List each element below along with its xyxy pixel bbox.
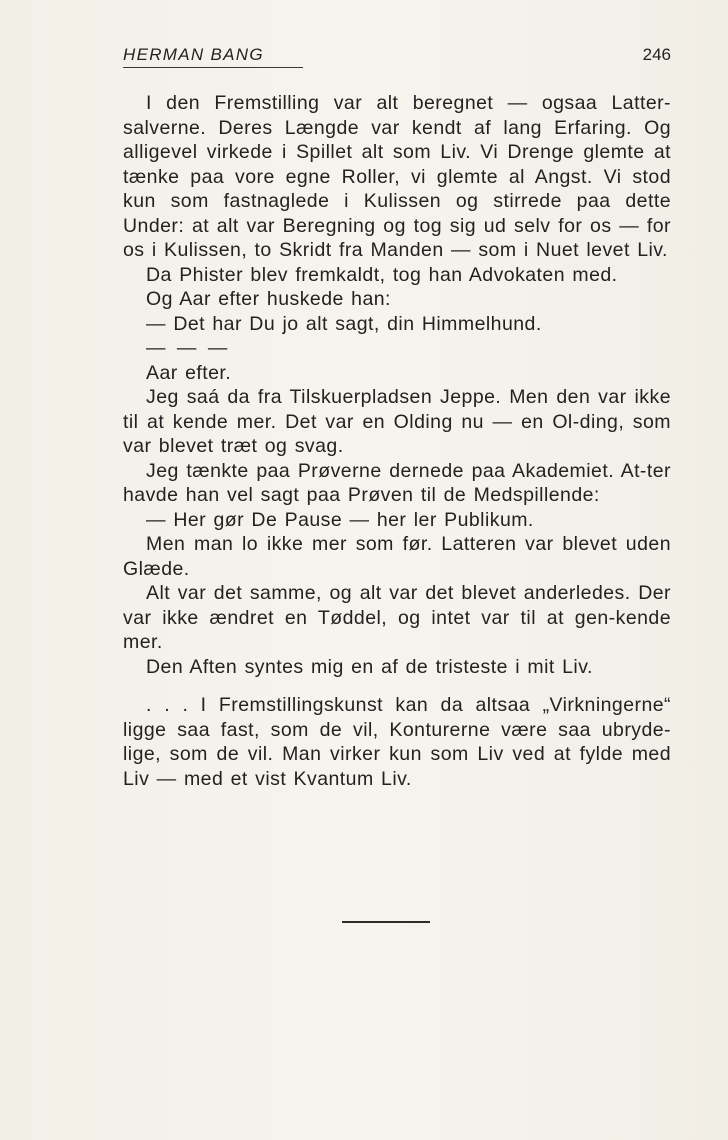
header-underline [123, 67, 303, 68]
body-text [123, 91, 671, 791]
paragraph: Da Phister blev fremkaldt, tog han Advokaten med. [146, 263, 618, 286]
paragraph: Den Aften syntes mig en af de tristeste i mit Liv. [146, 655, 593, 678]
dialogue-line: — Det har Du jo alt sagt, din Himmelhund. [146, 312, 542, 335]
paragraph: Jeg saá da fra Tilskuerpladsen Jeppe. Men den var ikke til at kende mer. Det var en Olding nu — en Ol-ding, som var blevet træt og svag. [123, 386, 671, 457]
page-header [123, 44, 671, 70]
page-number: 246 [642, 45, 671, 64]
paragraph: Og Aar efter huskede han: [146, 288, 391, 310]
section-break-dashes: — — — [146, 337, 231, 359]
paragraph: Aar efter. [146, 361, 232, 384]
running-head: HERMAN BANG [123, 45, 264, 64]
paragraph: Jeg tænkte paa Prøverne dernede paa Akademiet. At-ter havde han vel sagt paa Prøven til de Medspillende: [123, 459, 671, 506]
paragraph: Men man lo ikke mer som før. Latteren var blevet uden Glæde. [123, 533, 671, 580]
paragraph: Alt var det samme, og alt var det blevet anderledes. Der var ikke ændret en Tøddel, og intet var til at gen-kende mer. [123, 582, 671, 653]
paragraph: I den Fremstilling var alt beregnet — ogsaa Latter-salverne. Deres Længde var kendt af lang Erfaring. Og alligevel virkede i Spillet alt som Liv. Vi Drenge glemte at tænke paa vore egne Roller, vi glemte al Angst. Vi stod kun som fastnaglede i Kulissen og stirrede paa dette Under: at alt var Beregning og tog sig ud selv for os — for os i Kulissen, to Skridt fra Manden — som i Nuet levet Liv. [123, 92, 671, 261]
paragraph: . . . I Fremstillingskunst kan da altsaa „Virkningerne“ ligge saa fast, som de vil, Konturerne være saa ubryde-lige, som de vil. Man virker kun som Liv ved at fylde med Liv — med et vist Kvantum Liv. [123, 694, 671, 790]
end-rule [342, 921, 430, 923]
dialogue-line: — Her gør De Pause — her ler Publikum. [146, 508, 534, 531]
paragraph-gap [123, 679, 671, 693]
